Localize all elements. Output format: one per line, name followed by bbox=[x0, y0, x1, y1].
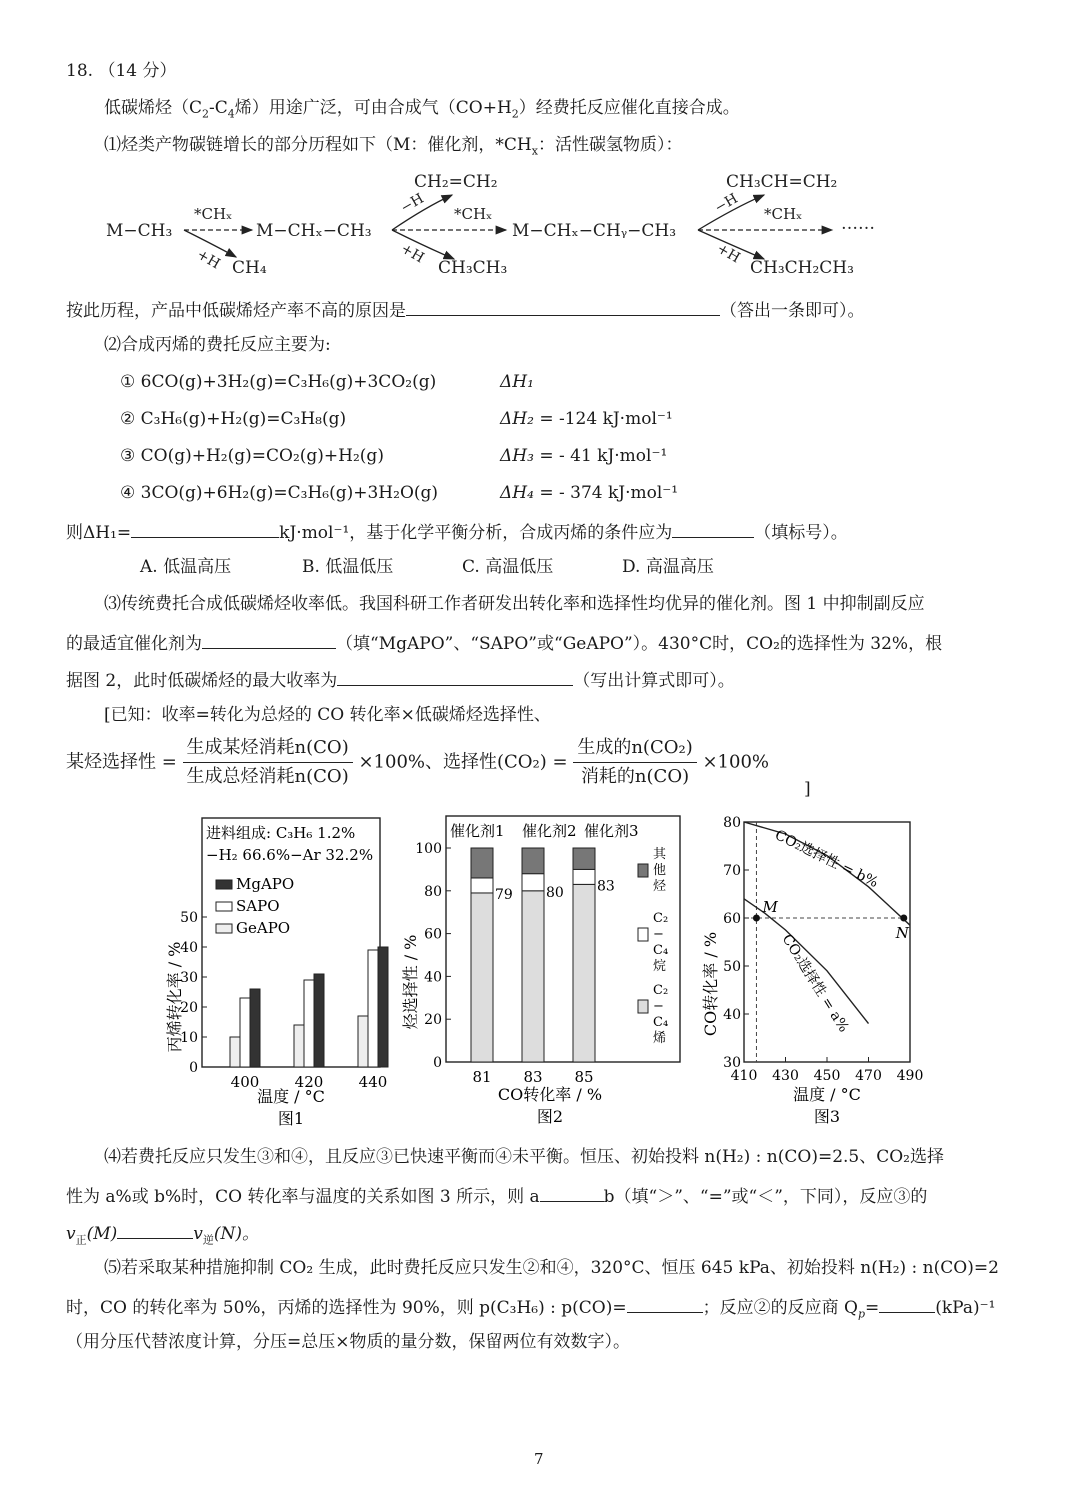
fig3-ytick-label: 40 bbox=[723, 1007, 741, 1023]
fig3-ytick-label: 50 bbox=[723, 959, 741, 975]
fig2-legend-swatch bbox=[638, 864, 648, 877]
selectivity-formula: 某烃选择性 = $\frac{\text{生成某烃消耗n(CO)}}{\text{生成总烃消耗n(CO)}}$ ×100%、选择性(CO₂) = $\frac{\text{生成的n(CO₂)}}{\text{消耗的n(CO)}}$ ×100% bbox=[66, 737, 769, 787]
answer-blank-dh1[interactable] bbox=[131, 519, 279, 538]
fig2-bar-segment bbox=[522, 874, 544, 891]
fig2-ylabel: 烃选择性 / % bbox=[401, 934, 420, 1030]
part5-line3: （用分压代替浓度计算，分压=总压×物质的量分数，保留两位有效数字）。 bbox=[66, 1332, 630, 1352]
fig2-bar-segment bbox=[471, 848, 493, 878]
fig3-ytick-label: 60 bbox=[723, 911, 741, 927]
fig2-ytick-label: 40 bbox=[424, 969, 442, 986]
fig2-legend-label: C₄ bbox=[653, 943, 669, 958]
reaction-2-dh: ΔH₂ = -124 kJ·mol⁻¹ bbox=[500, 409, 673, 429]
fig1-legend-swatch bbox=[216, 902, 232, 911]
question-intro: 低碳烯烃（$C_2-C_4$烯）用途广泛，可由合成气$(CO+H_2)$经费托反应催化直接合成。 bbox=[104, 98, 740, 121]
fraction-1: $\frac{\text{生成某烃消耗n(CO)}}{\text{生成总烃消耗n(CO)}}$ bbox=[183, 736, 353, 789]
fig2-legend-label: 烷 bbox=[653, 959, 667, 974]
fig2-xtick-label: 83 bbox=[523, 1068, 543, 1086]
figure-3-chart bbox=[700, 812, 930, 1130]
fig2-legend-label: 他 bbox=[653, 863, 667, 878]
fig3-point-label: M bbox=[762, 898, 778, 916]
fig1-ytick-label: 50 bbox=[180, 910, 198, 926]
species-m-ch3: M−CH₃ bbox=[106, 221, 173, 241]
fig2-data-label: 79 bbox=[495, 886, 513, 903]
fig1-legend-label: SAPO bbox=[236, 897, 280, 915]
fig3-point-label: N bbox=[895, 924, 909, 942]
reaction-1-dh: ΔH₁ bbox=[500, 372, 534, 392]
fig1-ytick-label: 30 bbox=[180, 970, 198, 986]
fig2-legend-label: 烯 bbox=[653, 1031, 667, 1046]
fig3-ytick-label: 30 bbox=[723, 1055, 741, 1071]
product-propane: CH₃CH₂CH₃ bbox=[750, 258, 854, 278]
fig3-ylabel: CO转化率 / % bbox=[701, 931, 720, 1037]
option-d: D. 高温高压 bbox=[622, 557, 714, 577]
fig2-ytick-label: 60 bbox=[424, 926, 442, 943]
reaction-1-eq: ① 6CO(g)+3H₂(g)=C₃H₆(g)+3CO₂(g) bbox=[120, 372, 437, 392]
fig1-xtick-label: 420 bbox=[294, 1073, 324, 1091]
fig1-ytick-label: 40 bbox=[180, 940, 198, 956]
part4-line1: ⑷若费托反应只发生③和④，且反应③已快速平衡而④未平衡。恒压、初始投料 n(H₂) : n(CO)=2.5、CO₂选择 bbox=[104, 1147, 944, 1167]
fig2-legend-label: 其 bbox=[653, 847, 667, 862]
fig2-title: 图2 bbox=[536, 1107, 564, 1126]
fig2-legend-swatch bbox=[638, 928, 648, 941]
fig2-legend-label: − bbox=[653, 999, 664, 1014]
fig3-curve-label: CO₂选择性 = a% bbox=[778, 931, 852, 1036]
fig2-bar-segment bbox=[471, 893, 493, 1062]
fig2-legend-label: C₂ bbox=[653, 911, 669, 926]
fig2-legend-label: − bbox=[653, 927, 664, 942]
reagent-chx-3: *CHₓ bbox=[764, 205, 803, 223]
product-propylene: CH₃CH=CH₂ bbox=[726, 172, 838, 192]
option-a: A. 低温高压 bbox=[140, 557, 232, 577]
fig1-inset-line1: 进料组成: C₃H₆ 1.2% bbox=[206, 824, 356, 842]
fig2-bar-segment bbox=[573, 869, 595, 884]
fig2-data-label: 83 bbox=[597, 878, 615, 895]
fig1-xtick-label: 440 bbox=[358, 1073, 388, 1091]
fig3-ytick-label: 80 bbox=[723, 815, 741, 831]
fig1-bar bbox=[358, 1016, 368, 1067]
fig1-bar bbox=[378, 947, 388, 1067]
fig2-ytick-label: 20 bbox=[424, 1012, 442, 1029]
fig1-legend-swatch bbox=[216, 880, 232, 889]
reagent-chx-2: *CHₓ bbox=[454, 205, 493, 223]
answer-blank-ratio[interactable] bbox=[627, 1294, 703, 1313]
reaction-scheme bbox=[96, 165, 916, 285]
fig1-ytick-label: 0 bbox=[189, 1060, 198, 1076]
part5-line2: 时，CO 的转化率为 50%，丙烯的选择性为 90%，则 p(C₃H₆) : p(CO)= ；反应②的反应商 $Q_p= (kPa)^{-1}$ bbox=[66, 1294, 995, 1325]
fig3-xtick-label: 490 bbox=[896, 1068, 924, 1084]
fig1-title: 图1 bbox=[277, 1109, 305, 1128]
product-ch4: CH₄ bbox=[232, 258, 267, 278]
question-header: 18. （14 分） bbox=[66, 61, 177, 81]
fig2-xlabel: CO转化率 / % bbox=[497, 1085, 603, 1104]
fig3-title: 图3 bbox=[813, 1107, 841, 1126]
part4-line2: 性为 a%或 b%时，CO 转化率与温度的关系如图 3 所示，则 a b（填“＞”、“=”或“＜”，下同），反应③的 bbox=[66, 1183, 927, 1208]
known-text: [已知：收率=转化为总烃的 CO 转化率×低碳烯烃选择性、 bbox=[104, 705, 551, 725]
fig1-bar bbox=[314, 974, 324, 1067]
fig1-ylabel: 丙烯转化率 / % bbox=[165, 941, 184, 1053]
fig2-xtick-label: 85 bbox=[574, 1068, 594, 1086]
part2-title: ⑵合成丙烯的费托反应主要为: bbox=[104, 335, 331, 355]
fig2-header-2: 催化剂2 bbox=[522, 822, 577, 840]
reaction-4-eq: ④ 3CO(g)+6H₂(g)=C₃H₆(g)+3H₂O(g) bbox=[120, 483, 439, 503]
fig2-ytick-label: 0 bbox=[433, 1055, 442, 1071]
species-m-chx-chy-ch3: M−CHₓ−CHᵧ−CH₃ bbox=[512, 221, 677, 241]
fig1-ytick-label: 10 bbox=[180, 1030, 198, 1046]
option-c: C. 高温低压 bbox=[462, 557, 554, 577]
part1-text: ⑴烃类产物碳链增长的部分历程如下（M：催化剂，$*CH_x$：活性碳氢物质）： bbox=[104, 135, 683, 158]
fig2-legend-swatch bbox=[638, 1000, 648, 1013]
fig3-xtick-label: 430 bbox=[772, 1068, 799, 1084]
reaction-2-eq: ② C₃H₆(g)+H₂(g)=C₃H₈(g) bbox=[120, 409, 347, 429]
fig1-legend-label: MgAPO bbox=[236, 875, 295, 893]
fig1-ytick-label: 20 bbox=[180, 1000, 198, 1016]
label-plus-h-2: +H bbox=[398, 240, 427, 267]
fig3-point bbox=[753, 915, 760, 922]
fig2-header-3: 催化剂3 bbox=[584, 822, 639, 840]
part4-line3: $v_正(M)$ $v_逆(N)$。 bbox=[66, 1220, 259, 1251]
fig3-point bbox=[900, 915, 907, 922]
part1-answer-line: 按此历程，产品中低碳烯烃产率不高的原因是 （答出一条即可）。 bbox=[66, 297, 865, 322]
fraction-2: $\frac{\text{生成的n(CO₂)}}{\text{消耗的n(CO)}}$ bbox=[573, 736, 696, 789]
fig1-bar bbox=[250, 989, 260, 1067]
product-ethylene: CH₂=CH₂ bbox=[414, 172, 498, 192]
species-m-chx-ch3: M−CHₓ−CH₃ bbox=[256, 221, 372, 241]
label-minus-h-1: −H bbox=[398, 190, 427, 217]
part3-line3: 据图 2，此时低碳烯烃的最大收率为 （写出计算式即可）。 bbox=[66, 667, 735, 692]
fig3-xtick-label: 470 bbox=[855, 1068, 882, 1084]
fig1-bar bbox=[230, 1037, 240, 1067]
fig1-bar bbox=[368, 950, 378, 1067]
fig1-inset-line2: −H₂ 66.6%−Ar 32.2% bbox=[206, 846, 374, 864]
answer-blank-yield[interactable] bbox=[337, 667, 573, 686]
label-plus-h-3: +H bbox=[714, 240, 743, 267]
answer-blank-1[interactable] bbox=[406, 297, 720, 316]
fig2-xtick-label: 81 bbox=[472, 1068, 492, 1086]
fig2-bar-segment bbox=[573, 884, 595, 1062]
bracket-close: ] bbox=[804, 779, 811, 799]
part3-line2: 的最适宜催化剂为 （填“MgAPO”、“SAPO”或“GeAPO”）。430°C时，CO₂的选择性为 32%，根 bbox=[66, 630, 942, 655]
answer-blank-catalyst[interactable] bbox=[202, 630, 336, 649]
part2-question: 则ΔH₁= kJ·mol⁻¹，基于化学平衡分析，合成丙烯的条件应为 （填标号）。 bbox=[66, 519, 848, 544]
fig2-ytick-label: 80 bbox=[424, 883, 442, 900]
fig1-xlabel: 温度 / °C bbox=[257, 1087, 325, 1106]
product-ethane: CH₃CH₃ bbox=[438, 258, 508, 278]
answer-blank-qp[interactable] bbox=[879, 1294, 935, 1313]
fig3-xlabel: 温度 / °C bbox=[793, 1085, 861, 1104]
fig1-legend-swatch bbox=[216, 924, 232, 933]
answer-blank-condition[interactable] bbox=[672, 519, 754, 538]
fig2-legend-label: C₄ bbox=[653, 1015, 669, 1030]
part5-line1: ⑸若采取某种措施抑制 CO₂ 生成，此时费托反应只发生②和④，320°C、恒压 645 kPa、初始投料 n(H₂) : n(CO)=2 bbox=[104, 1258, 999, 1278]
label-plus-h-1: +H bbox=[194, 246, 223, 273]
fig1-legend-label: GeAPO bbox=[236, 919, 291, 937]
figure-1-chart bbox=[150, 812, 390, 1130]
reaction-4-dh: ΔH₄ = - 374 kJ·mol⁻¹ bbox=[500, 483, 679, 503]
fig2-legend-label: C₂ bbox=[653, 983, 669, 998]
fig2-bar-segment bbox=[471, 878, 493, 893]
fig2-bar-segment bbox=[522, 848, 544, 874]
label-minus-h-2: −H bbox=[712, 190, 741, 217]
reagent-chx-1: *CHₓ bbox=[194, 205, 233, 223]
ellipsis: …… bbox=[841, 214, 875, 234]
fig2-bar-segment bbox=[522, 891, 544, 1062]
fig3-curve-label: CO₂选择性 = b% bbox=[772, 827, 881, 892]
answer-blank-ab[interactable] bbox=[540, 1183, 604, 1202]
fig2-data-label: 80 bbox=[546, 884, 564, 901]
part3-line1: ⑶传统费托合成低碳烯烃收率低。我国科研工作者研发出转化率和选择性均优异的催化剂。图 1 中抑制副反应 bbox=[104, 594, 925, 614]
fig1-bar bbox=[294, 1025, 304, 1067]
figure-2-chart bbox=[401, 812, 695, 1130]
fig2-bar-segment bbox=[573, 848, 595, 869]
fig2-header-1: 催化剂1 bbox=[450, 822, 505, 840]
fig2-legend-label: 烃 bbox=[653, 879, 667, 894]
fig3-xtick-label: 410 bbox=[730, 1068, 758, 1084]
option-b: B. 低温低压 bbox=[302, 557, 394, 577]
answer-blank-rate[interactable] bbox=[117, 1220, 193, 1239]
reaction-3-eq: ③ CO(g)+H₂(g)=CO₂(g)+H₂(g) bbox=[120, 446, 384, 466]
fig3-ytick-label: 70 bbox=[723, 863, 741, 879]
page-number: 7 bbox=[534, 1450, 544, 1468]
fig1-bar bbox=[240, 998, 250, 1067]
fig3-xtick-label: 450 bbox=[813, 1068, 841, 1084]
fig2-ytick-label: 100 bbox=[415, 841, 442, 857]
fig1-xtick-label: 400 bbox=[230, 1073, 260, 1091]
reaction-3-dh: ΔH₃ = - 41 kJ·mol⁻¹ bbox=[500, 446, 668, 466]
fig1-bar bbox=[304, 980, 314, 1067]
